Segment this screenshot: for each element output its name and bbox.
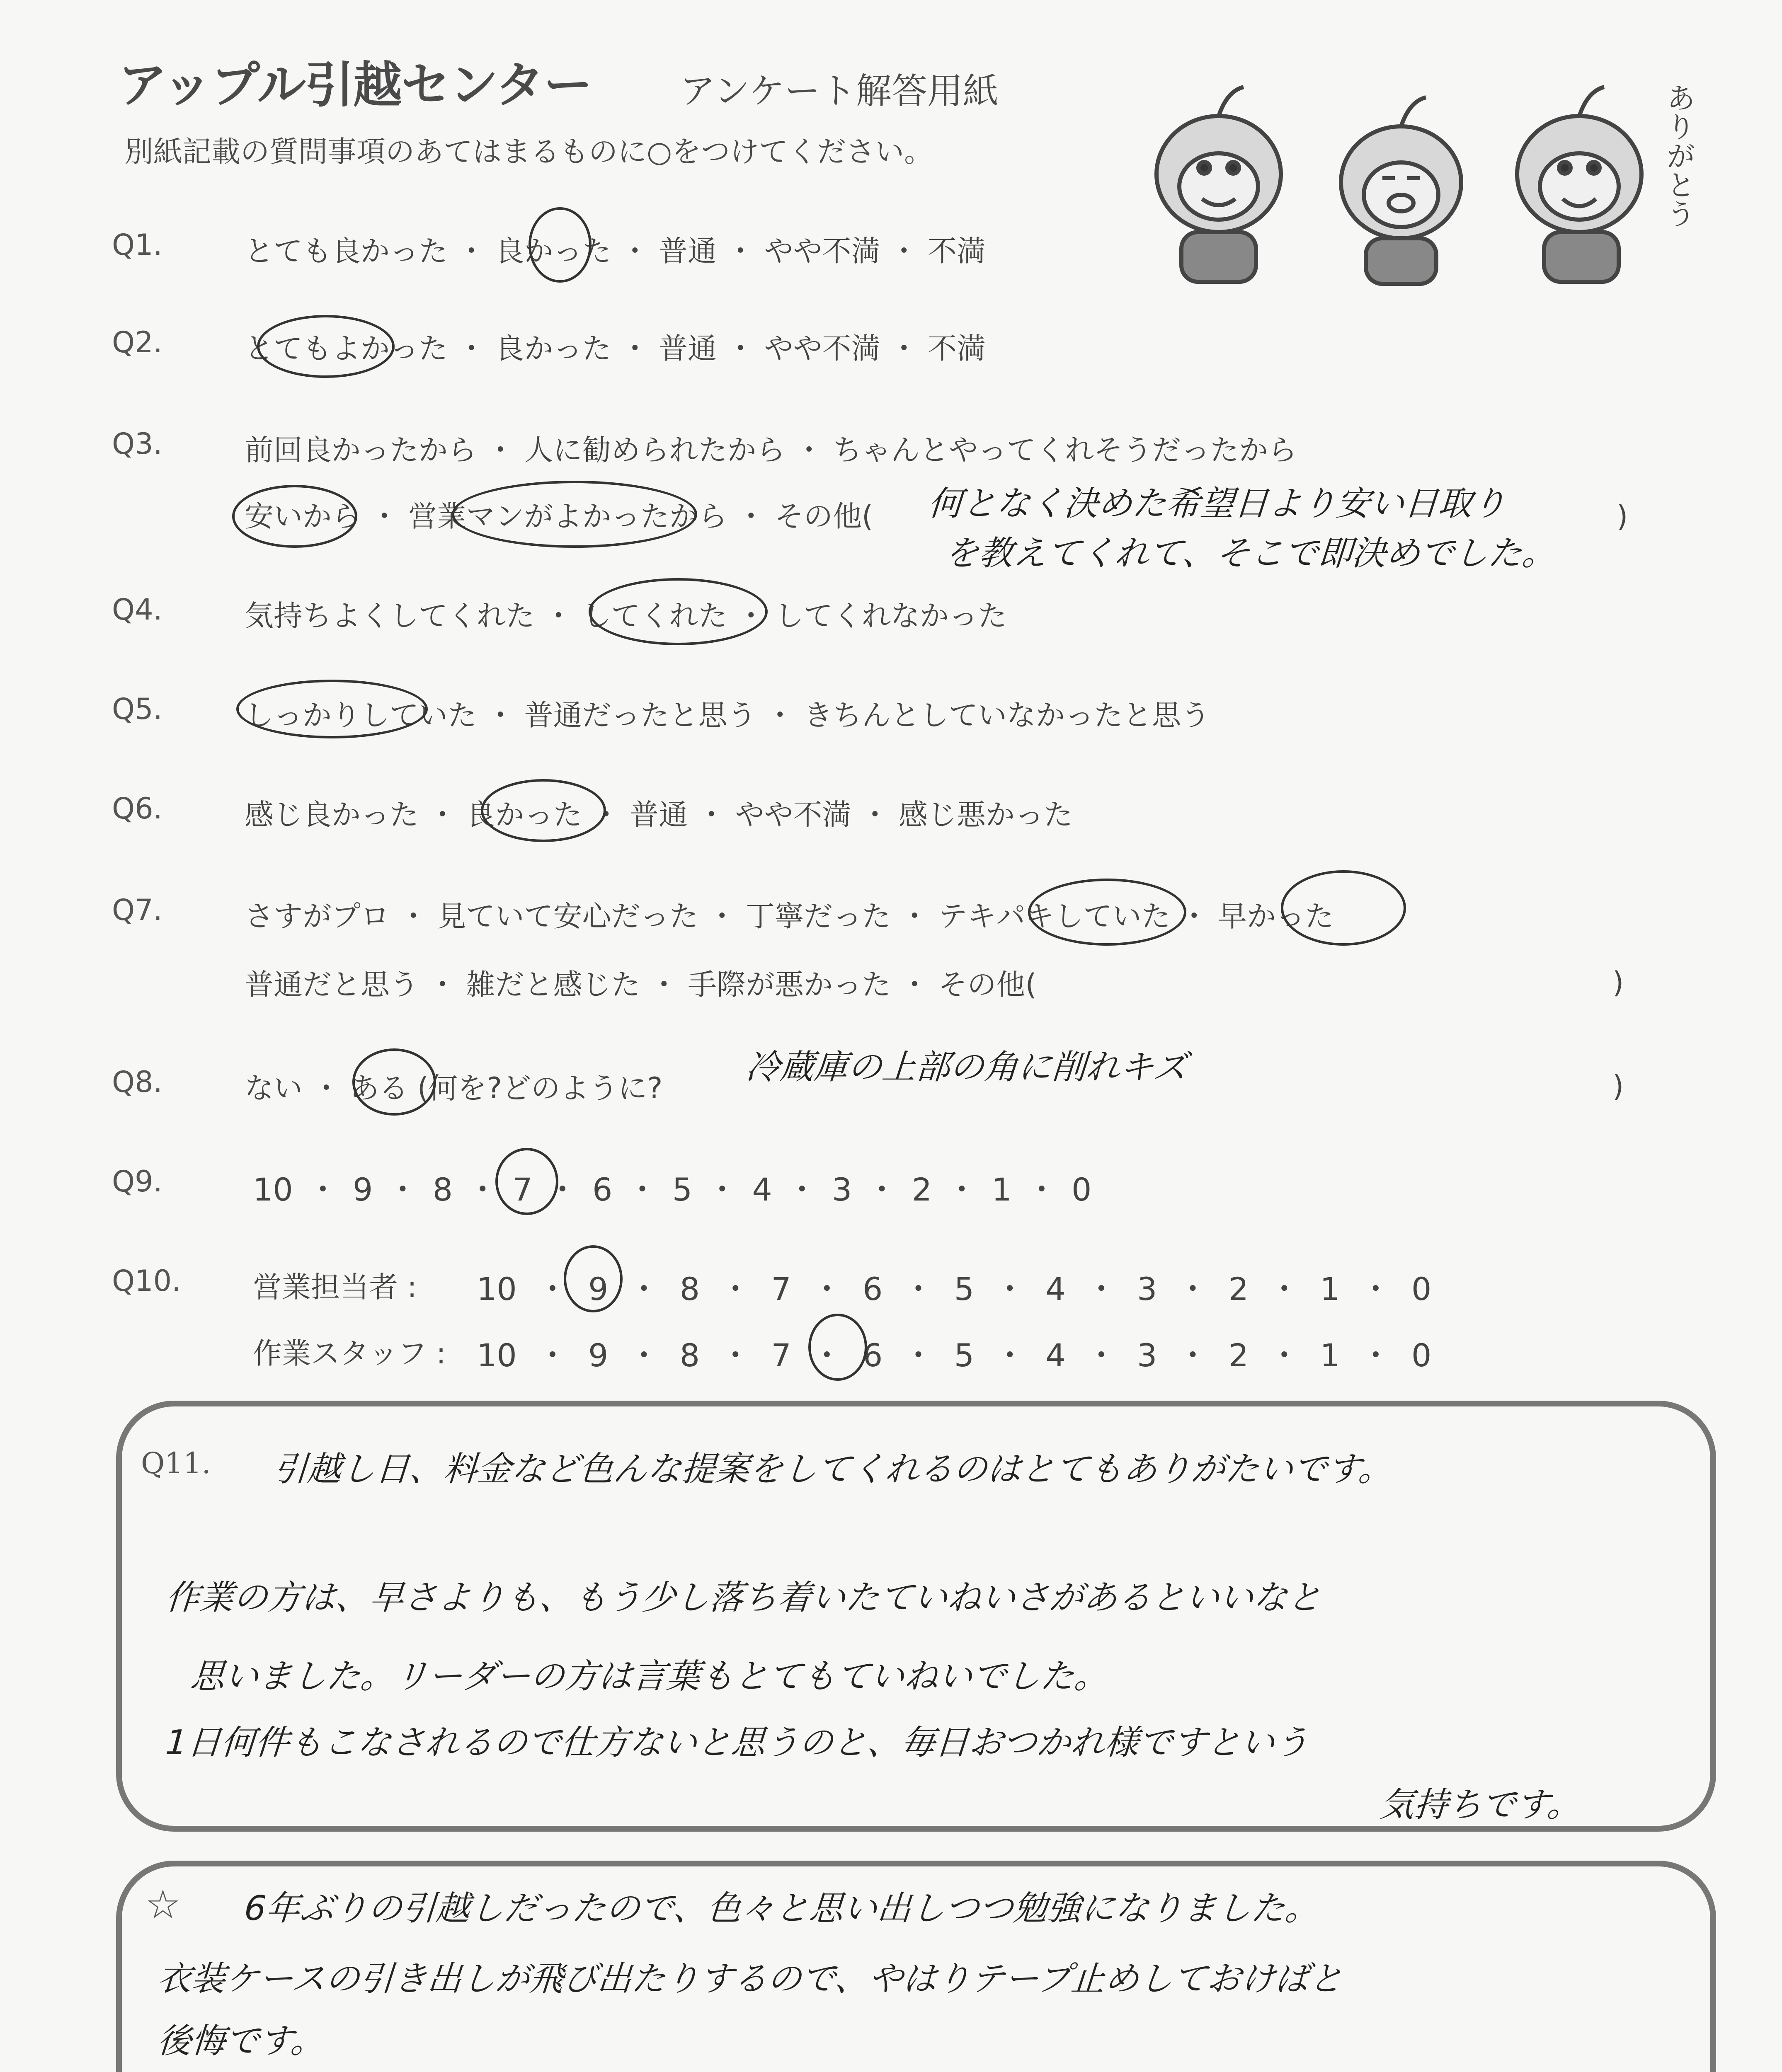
q6-selection-circle	[481, 779, 606, 842]
q8-handwritten-answer: 冷蔵庫の上部の角に削れキズ	[744, 1048, 1189, 1087]
star-icon: ☆	[145, 1881, 181, 1928]
q7-options-line2: 普通だと思う ・ 雑だと感じた ・ 手際が悪かった ・ その他(	[245, 968, 1037, 1002]
q6-options: 感じ良かった ・ 良かった ・ 普通 ・ やや不満 ・ 感じ悪かった	[245, 798, 1073, 832]
q3-selection-circle-sales	[452, 481, 697, 548]
q11-line-2: 作業の方は、早さよりも、もう少し落ち着いたていねいさがあるといいなと	[164, 1578, 1323, 1617]
q3-paren-close: )	[1617, 499, 1628, 533]
q9-label: Q9.	[112, 1164, 162, 1198]
q3-label: Q3.	[112, 427, 162, 461]
q10-staff-scale: 10 ・ 9 ・ 8 ・ 7 ・ 6 ・ 5 ・ 4 ・ 3 ・ 2 ・ 1 ・ 0	[477, 1337, 1432, 1374]
q4-label: Q4.	[112, 593, 162, 627]
q8-options: ない ・ ある (何を?どのように?	[245, 1071, 663, 1105]
q5-selection-circle	[236, 680, 428, 738]
q8-paren-close: )	[1612, 1069, 1624, 1103]
q7-options-line1: さすがプロ ・ 見ていて安心だった ・ 丁寧だった ・ テキパキしていた ・ 早かった	[245, 899, 1334, 933]
q8-label: Q8.	[112, 1065, 162, 1099]
q2-options: とてもよかった ・ 良かった ・ 普通 ・ やや不満 ・ 不満	[245, 332, 986, 366]
monkey-mascot-illustration	[1136, 62, 1708, 286]
q10-sales-selection-circle	[564, 1245, 623, 1312]
q10-sales-scale: 10 ・ 9 ・ 8 ・ 7 ・ 6 ・ 5 ・ 4 ・ 3 ・ 2 ・ 1 ・ 0	[477, 1271, 1432, 1307]
q4-options: 気持ちよくしてくれた ・ してくれた ・ してくれなかった	[245, 599, 1007, 633]
q10-label: Q10.	[112, 1264, 181, 1298]
q3-handwritten-line1: 何となく決めた希望日より安い日取り	[927, 484, 1508, 523]
q3-options-line1: 前回良かったから ・ 人に勧められたから ・ ちゃんとやってくれそうだったから	[245, 433, 1297, 467]
comment-line-2: 衣装ケースの引き出しが飛び出たりするので、やはりテープ止めしておけばと	[156, 1959, 1345, 1999]
q5-label: Q5.	[112, 692, 162, 726]
form-title: アップル引越センター	[118, 56, 592, 114]
q7-selection-circle-fast	[1281, 870, 1406, 946]
q1-selection-circle	[529, 207, 592, 283]
q10-staff-selection-circle	[808, 1314, 867, 1381]
form-subtitle: アンケート解答用紙	[680, 70, 999, 112]
q1-label: Q1.	[112, 228, 162, 262]
q6-label: Q6.	[112, 792, 162, 825]
q11-label: Q11.	[141, 1446, 211, 1480]
q9-selection-circle	[495, 1148, 558, 1215]
q3-handwritten-line2: を教えてくれて、そこで即決めでした。	[943, 534, 1558, 573]
comment-line-3: 後悔です。	[156, 2021, 326, 2061]
q1-options: とても良かった ・ 良かった ・ 普通 ・ やや不満 ・ 不満	[245, 234, 986, 268]
q10-staff-label: 作業スタッフ :	[253, 1336, 446, 1370]
q9-scale: 10 ・ 9 ・ 8 ・ 7 ・ 6 ・ 5 ・ 4 ・ 3 ・ 2 ・ 1 ・ 0	[253, 1171, 1092, 1208]
form-instruction: 別紙記載の質問事項のあてはまるものに○をつけてください。	[124, 135, 933, 169]
q3-options-line2: 安いから ・ 営業マンがよかったから ・ その他(	[245, 499, 873, 533]
q5-options: しっかりしていた ・ 普通だったと思う ・ きちんとしていなかったと思う	[245, 698, 1210, 732]
q7-selection-circle-tekipaki	[1028, 879, 1186, 946]
q4-selection-circle	[589, 578, 768, 645]
comment-line-1: 6年ぶりの引越しだったので、色々と思い出しつつ勉強になりました。	[243, 1889, 1321, 1928]
q3-selection-circle-cheap	[232, 485, 357, 548]
q2-selection-circle	[257, 315, 395, 378]
q11-line-4: 1日何件もこなされるので仕方ないと思うのと、毎日おつかれ様ですという	[164, 1723, 1310, 1762]
q7-paren-close: )	[1612, 966, 1624, 1000]
q2-label: Q2.	[112, 325, 162, 359]
q11-line-1: 引越し日、料金など色んな提案をしてくれるのはとてもありがたいです。	[272, 1450, 1394, 1489]
mascot-thanks-text: ありがとう	[1662, 83, 1696, 228]
q7-label: Q7.	[112, 893, 162, 927]
q11-line-5: 気持ちです。	[1379, 1785, 1583, 1825]
q10-sales-label: 営業担当者 :	[253, 1270, 417, 1304]
q11-line-3: 思いました。リーダーの方は言葉もとてもていねいでした。	[189, 1657, 1110, 1696]
q8-selection-circle	[352, 1048, 436, 1116]
